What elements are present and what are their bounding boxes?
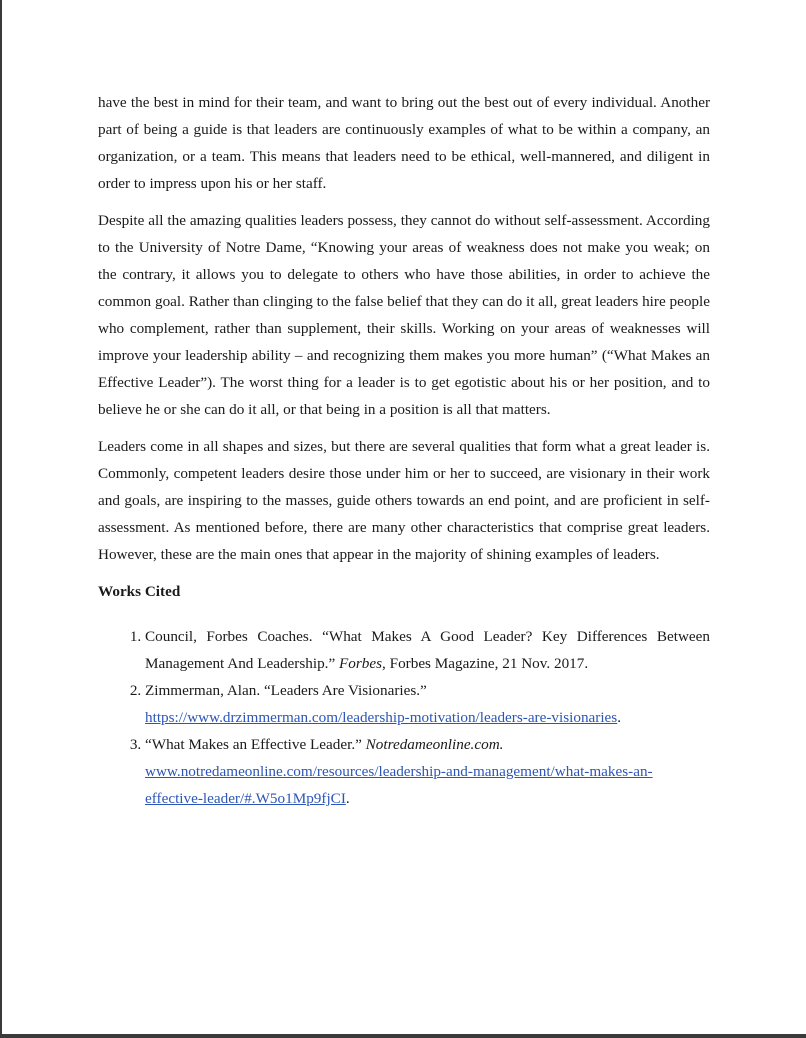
citation-list xyxy=(98,623,710,812)
body-paragraph: Despite all the amazing qualities leaders possess, they cannot do without self-assessment. According to the University of Notre Dame, “Knowing your areas of weakness does not make you weak; on the contrary, it allows you to delegate to others who have those abilities, in order to achieve the common goal. Rather than clinging to the false belief that they can do it all, great leaders hire people who complement, rather than supplement, their skills. Working on your areas of weaknesses will improve your leadership ability – and recognizing them makes you more human” (“What Makes an Effective Leader”). The worst thing for a leader is to get egotistic about his or her position, and to believe he or she can do it all, or that being in a position is all that matters. xyxy=(98,212,710,418)
body-paragraph: Leaders come in all shapes and sizes, but there are several qualities that form what a great leader is. Commonly, competent leaders desire those under him or her to succeed, are visionary in their work and goals, are inspiring to the masses, guide others towards an end point, and are proficient in self-assessment. As mentioned before, there are many other characteristics that comprise great leaders. However, these are the main ones that appear in the majority of shining examples of leaders. xyxy=(98,438,710,563)
works-cited-heading: Works Cited xyxy=(98,583,181,600)
citation-source-title: Notredameonline.com. xyxy=(365,736,504,753)
citation-item xyxy=(145,731,710,812)
citation-text: , Forbes Magazine, 21 Nov. 2017. xyxy=(382,655,589,672)
citation-text: Zimmerman, Alan. “Leaders Are Visionaries.” xyxy=(145,682,427,699)
citation-text: . xyxy=(345,790,350,807)
citation-text: . xyxy=(617,709,622,726)
document-body xyxy=(98,89,710,812)
citation-item xyxy=(145,677,710,731)
citation-item xyxy=(145,623,710,677)
citation-text: Council, Forbes Coaches. “What Makes A Good Leader? Key Differences Between Management And Leadership.” xyxy=(145,628,710,672)
citation-text: “What Makes an Effective Leader.” xyxy=(145,736,366,753)
citation-link[interactable]: www.notredameonline.com/resources/leadership-and-management/what-makes-an-effective-leader/#.W5o1Mp9fjCI xyxy=(145,763,653,807)
citation-source-title: Forbes xyxy=(339,655,383,672)
citation-link[interactable]: https://www.drzimmerman.com/leadership-motivation/leaders-are-visionaries xyxy=(145,709,618,726)
body-paragraph: have the best in mind for their team, and want to bring out the best out of every individual. Another part of being a guide is that leaders are continuously examples of what to be within a company, an organization, or a team. This means that leaders need to be ethical, well-mannered, and diligent in order to impress upon his or her staff. xyxy=(98,94,710,192)
